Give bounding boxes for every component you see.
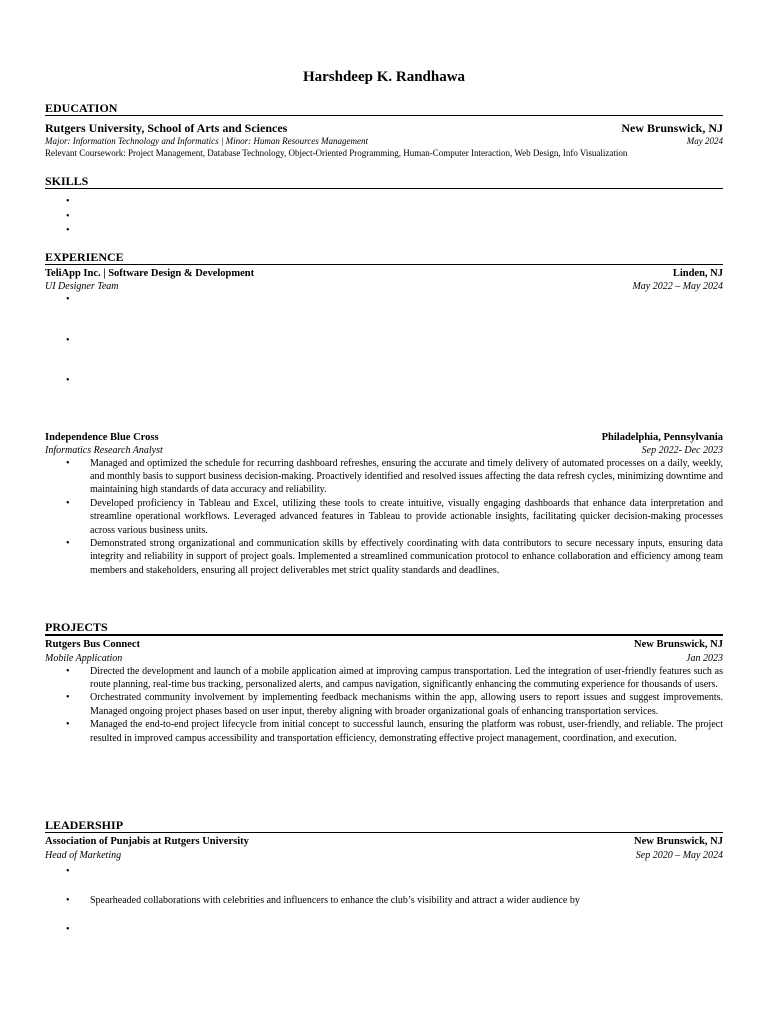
list-item — [45, 497, 723, 537]
job-date: Sep 2022- Dec 2023 — [641, 444, 723, 456]
experience-section — [45, 250, 723, 387]
experience-job-ibc — [45, 431, 723, 577]
bullet-icon: • — [66, 692, 70, 704]
education-school-row — [45, 121, 723, 135]
bullet-icon: • — [66, 457, 70, 469]
leadership-role-row — [45, 850, 723, 862]
job-role-row — [45, 281, 723, 293]
bullet-text: Developed proficiency in Tableau and Excel, utilizing these tools to create intuitive, visually engaging dashboards that enhance data interpretation and streamline operational workflows. Leveraged advanced features in Tableau to provide actionable insights, facilitating quicker decision-making processes across various business units. — [90, 497, 723, 536]
project-subtitle-row — [45, 653, 723, 665]
list-item — [45, 224, 723, 239]
section-heading-skills: SKILLS — [45, 174, 723, 189]
bullet-icon: • — [66, 537, 70, 549]
job-role-row — [45, 445, 723, 457]
list-item — [45, 537, 723, 577]
section-heading-leadership: LEADERSHIP — [45, 818, 723, 833]
list-item — [45, 865, 723, 894]
list-item — [45, 894, 723, 923]
bullet-icon: • — [66, 497, 70, 509]
section-heading-experience: EXPERIENCE — [45, 250, 723, 265]
section-heading-projects: PROJECTS — [45, 620, 723, 636]
list-item — [45, 665, 723, 692]
leadership-section — [45, 818, 723, 936]
job-organization: TeliApp Inc. | Software Design & Development — [45, 268, 255, 279]
bullet-icon: • — [66, 293, 70, 305]
school-location: New Brunswick, NJ — [621, 121, 723, 135]
job-header-row — [45, 267, 723, 281]
skills-list — [45, 195, 723, 239]
job-location: Philadelphia, Pennsylvania — [601, 432, 723, 443]
project-subtitle: Mobile Application — [45, 652, 123, 664]
list-item — [45, 210, 723, 225]
leadership-role: Head of Marketing — [45, 849, 122, 861]
list-item — [45, 374, 723, 387]
project-date: Jan 2023 — [686, 652, 723, 664]
job-location: Linden, NJ — [672, 268, 723, 279]
project-header-row — [45, 638, 723, 652]
leadership-date: Sep 2020 – May 2024 — [635, 849, 723, 861]
bullet-text: Spearheaded collaborations with celebrities and influencers to enhance the club’s visibility and attract a wider audience by — [90, 894, 580, 906]
list-item — [45, 293, 723, 334]
bullet-icon: • — [66, 894, 70, 906]
skills-section — [45, 174, 723, 239]
bullet-icon: • — [66, 225, 70, 236]
bullet-icon: • — [66, 196, 70, 207]
major-minor: Major: Information Technology and Informatics | Minor: Human Resources Management — [45, 136, 369, 146]
coursework: Relevant Coursework: Project Management, Database Technology, Object-Oriented Programming, Human-Computer Interaction, Web Design, Info Visualization — [45, 148, 628, 158]
bullet-icon: • — [66, 865, 70, 877]
leadership-bullets — [45, 865, 723, 936]
list-item — [45, 334, 723, 374]
education-major-row — [45, 135, 723, 147]
job-header-row — [45, 431, 723, 445]
list-item — [45, 691, 723, 718]
project-bullets — [45, 665, 723, 745]
job-organization: Independence Blue Cross — [45, 432, 159, 443]
list-item — [45, 195, 723, 210]
job-bullets — [45, 293, 723, 387]
bullet-icon: • — [66, 923, 70, 935]
job-role: Informatics Research Analyst — [45, 444, 163, 456]
bullet-icon: • — [66, 719, 70, 731]
bullet-text: Directed the development and launch of a mobile application aimed at improving campus transportation. Led the integration of user-friendly features such as route planning, real-time bus tracking, personalized alerts, and campus navigation, significantly enhancing the commuting experience for thousands of users. — [90, 665, 723, 690]
candidate-name: Harshdeep K. Randhawa — [302, 69, 466, 85]
school-name: Rutgers University, School of Arts and Sciences — [45, 121, 288, 135]
bullet-icon: • — [66, 374, 70, 386]
project-location: New Brunswick, NJ — [634, 639, 723, 650]
coursework-row — [45, 147, 723, 159]
bullet-icon: • — [66, 665, 70, 677]
bullet-text: Managed the end-to-end project lifecycle from initial concept to successful launch, ensuring the platform was robust, user-friendly, and reliable. The project resulted in improved campus accessibility and transportation efficiency, demonstrating effective project management, coordination, and execution. — [90, 719, 723, 744]
graduation-date: May 2024 — [686, 136, 723, 146]
bullet-text: Orchestrated community involvement by implementing feedback mechanisms within the app, allowing users to report issues and suggest improvements. Managed ongoing project phases based on user input, thereby aligning with broader organizational goals of enhancing transportation services. — [90, 692, 723, 717]
project-title: Rutgers Bus Connect — [45, 639, 141, 650]
job-date: May 2022 – May 2024 — [632, 280, 723, 292]
job-role: UI Designer Team — [45, 280, 119, 292]
bullet-text: Managed and optimized the schedule for recurring dashboard refreshes, ensuring the accurate and timely delivery of automated processes on a daily, weekly, and monthly basis to support business decision-making. Proactively identified and resolved issues affecting the data refresh cycles, minimizing downtime and maintaining high standards of data accuracy and reliability. — [90, 457, 723, 496]
bullet-icon: • — [66, 334, 70, 346]
leadership-header-row — [45, 835, 723, 849]
list-item — [45, 923, 723, 936]
bullet-text: Demonstrated strong organizational and communication skills by effectively coordinating with data contributors to secure necessary inputs, ensuring data integrity and reliability in support of project goals. Implemented a streamlined communication protocol to enhance collaboration and efficiency among team members and stakeholders, ensuring all project deliverables met strict quality standards and deadlines. — [90, 537, 723, 576]
list-item — [45, 718, 723, 745]
list-item — [45, 457, 723, 497]
leadership-organization: Association of Punjabis at Rutgers University — [45, 836, 249, 847]
bullet-icon: • — [66, 210, 70, 222]
job-bullets — [45, 457, 723, 578]
leadership-location: New Brunswick, NJ — [634, 836, 723, 847]
projects-section — [45, 620, 723, 745]
section-heading-education: EDUCATION — [45, 101, 723, 116]
education-section — [45, 101, 723, 159]
